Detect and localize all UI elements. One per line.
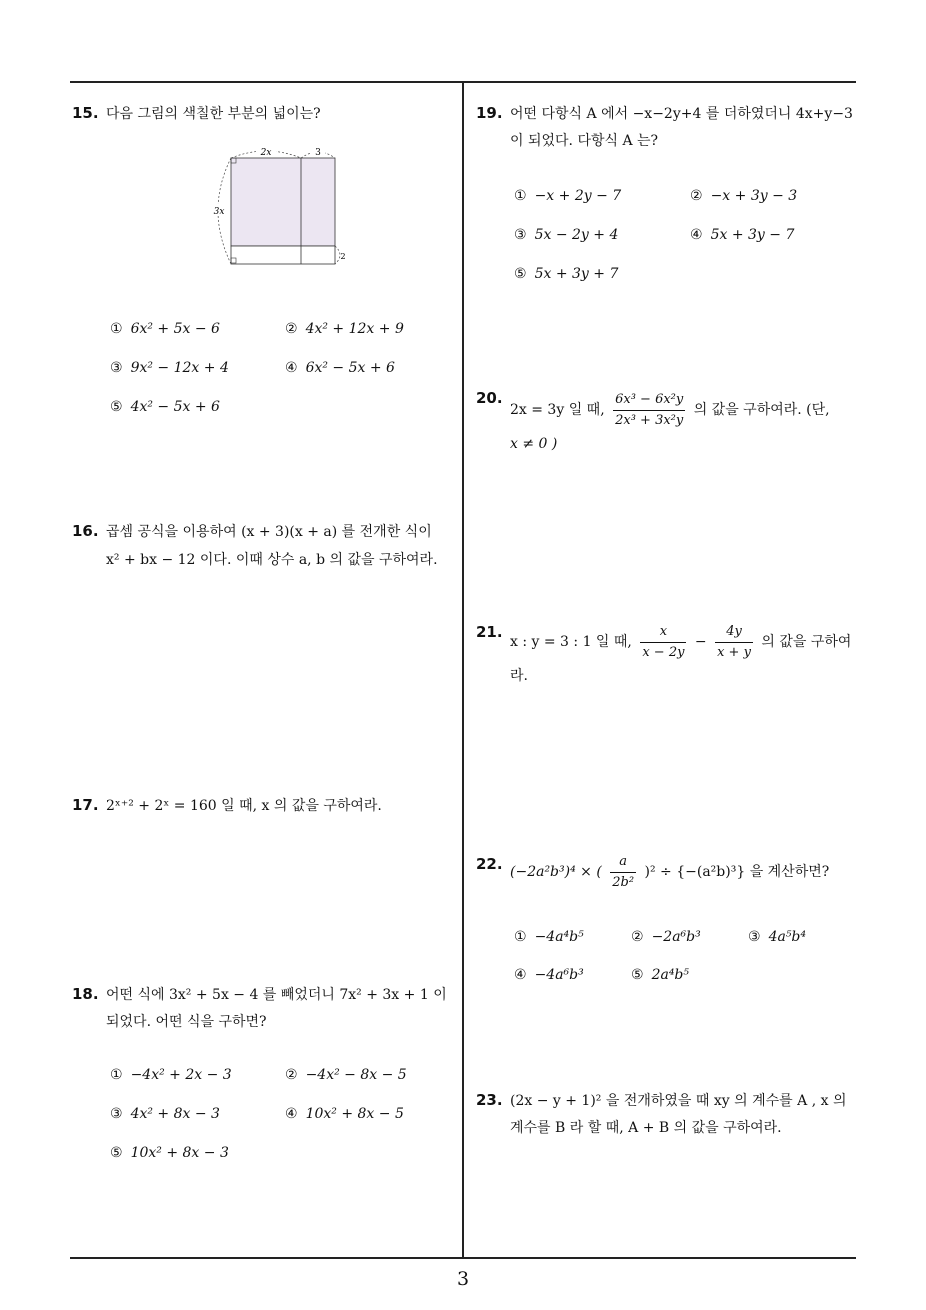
- q16-line2: x² + bx − 12 이다. 이때 상수 a, b 의 값을 구하여라.: [106, 552, 438, 568]
- q23-number: 23.: [476, 1091, 503, 1109]
- q23-line1: (2x − y + 1)² 을 전개하였을 때 xy 의 계수를 A , x 의: [510, 1093, 847, 1109]
- q18-line2: 되었다. 어떤 식을 구하면?: [106, 1014, 267, 1030]
- q21-fraction-1: $\frac{x}{x - 2y}$: [642, 623, 685, 660]
- q22-line1: [510, 850, 829, 894]
- q20-line2: x ≠ 0 ): [510, 436, 558, 452]
- q21-post: 의 값을 구하여: [761, 634, 852, 650]
- q15-text: 다음 그림의 색칠한 부분의 넓이는?: [106, 106, 321, 122]
- q17-number: 17.: [72, 796, 99, 814]
- q16-line1: 곱셈 공식을 이용하여 (x + 3)(x + a) 를 전개한 식이: [106, 524, 432, 540]
- q21-fraction-2: $\frac{4y}{x + y}$: [717, 623, 751, 660]
- q22-choice-1[interactable]: ① −4a⁴b⁵: [514, 929, 584, 945]
- q15-choice-3[interactable]: ③ 9x² − 12x + 4: [110, 360, 229, 376]
- q22-choice-5[interactable]: ⑤ 2a⁴b⁵: [631, 967, 690, 983]
- q23-line2: 계수를 B 라 할 때, A + B 의 값을 구하여라.: [510, 1120, 782, 1136]
- q15-choice-4[interactable]: ④ 6x² − 5x + 6: [285, 360, 395, 376]
- q20-post: 의 값을 구하여라. (단,: [693, 402, 830, 418]
- q18-line1: 어떤 식에 3x² + 5x − 4 를 빼었더니 7x² + 3x + 1 이: [106, 987, 447, 1003]
- q18-choice-5[interactable]: ⑤ 10x² + 8x − 3: [110, 1145, 229, 1161]
- column-divider: [462, 81, 464, 1258]
- q19-choice-1[interactable]: ① −x + 2y − 7: [514, 188, 622, 204]
- q22-post: )² ÷ {−(a²b)³} 을 계산하면?: [644, 864, 830, 880]
- q18-choice-1[interactable]: ① −4x² + 2x − 3: [110, 1067, 232, 1083]
- q22-choice-3[interactable]: ③ 4a⁵b⁴: [748, 929, 807, 945]
- q21-line1: [510, 620, 851, 664]
- q15-number: 15.: [72, 104, 99, 122]
- q20-fraction: $\frac{\text{6x³ − 6x²y}}{\text{2x³ + 3x²y}}$: [615, 391, 684, 428]
- q21-line2: 라.: [510, 668, 528, 684]
- q19-choice-3[interactable]: ③ 5x − 2y + 4: [514, 227, 619, 243]
- q18-choice-4[interactable]: ④ 10x² + 8x − 5: [285, 1106, 404, 1122]
- q18-number: 18.: [72, 985, 99, 1003]
- q20-pre: 2x = 3y 일 때,: [510, 402, 605, 418]
- q15-choice-1[interactable]: ① 6x² + 5x − 6: [110, 321, 220, 337]
- q15-choice-2[interactable]: ② 4x² + 12x + 9: [285, 321, 404, 337]
- q15-choice-5[interactable]: ⑤ 4x² − 5x + 6: [110, 399, 220, 415]
- q20-number: 20.: [476, 389, 503, 407]
- q15-label-2: 2: [340, 252, 346, 261]
- q15-label-2x: 2x: [260, 148, 272, 158]
- q20-line1: [510, 388, 830, 432]
- q19-line1: 어떤 다항식 A 에서 −x−2y+4 를 더하였더니 4x+y−3: [510, 106, 853, 122]
- q15-unshaded-strip: [231, 246, 335, 264]
- q15-label-3x: 3x: [213, 207, 225, 217]
- q22-fraction: $\frac{a}{\text{2b²}}$: [612, 853, 635, 890]
- q21-pre: x : y = 3 : 1 일 때,: [510, 634, 632, 650]
- q16-number: 16.: [72, 522, 99, 540]
- page-number: 3: [456, 1268, 470, 1290]
- q17-text: 2ˣ⁺² + 2ˣ = 160 일 때, x 의 값을 구하여라.: [106, 798, 382, 814]
- q19-choice-2[interactable]: ② −x + 3y − 3: [690, 188, 798, 204]
- q22-choice-2[interactable]: ② −2a⁶b³: [631, 929, 701, 945]
- q15-shaded-region: [231, 158, 335, 246]
- q18-choice-3[interactable]: ③ 4x² + 8x − 3: [110, 1106, 220, 1122]
- q18-choice-2[interactable]: ② −4x² − 8x − 5: [285, 1067, 407, 1083]
- q22-number: 22.: [476, 855, 503, 873]
- q22-pre: (−2a²b³)⁴ × (: [510, 864, 602, 880]
- q19-line2: 이 되었다. 다항식 A 는?: [510, 133, 659, 149]
- q21-number: 21.: [476, 623, 503, 641]
- q19-number: 19.: [476, 104, 503, 122]
- q19-choice-4[interactable]: ④ 5x + 3y − 7: [690, 227, 795, 243]
- q21-minus: −: [694, 634, 707, 650]
- q22-choice-4[interactable]: ④ −4a⁶b³: [514, 967, 584, 983]
- q19-choice-5[interactable]: ⑤ 5x + 3y + 7: [514, 266, 619, 282]
- q15-figure: [205, 140, 355, 270]
- q15-label-3: 3: [315, 148, 321, 158]
